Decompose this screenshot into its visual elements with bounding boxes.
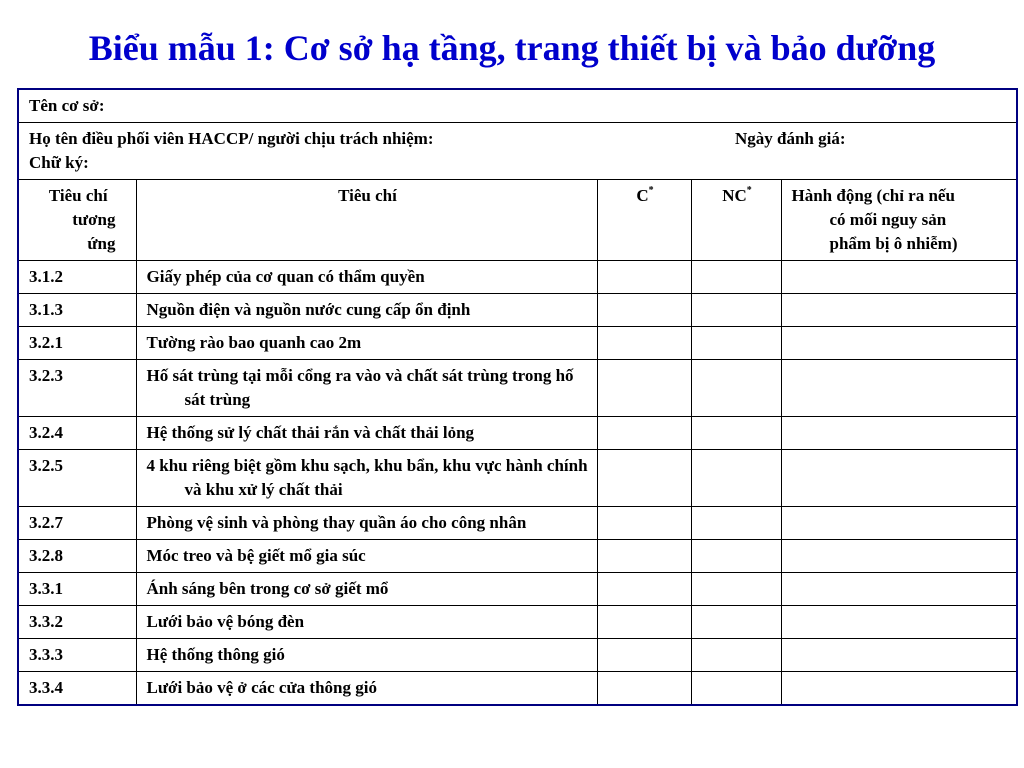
row-ref: 3.2.7 <box>18 507 136 540</box>
header-ref <box>18 180 136 261</box>
row-c-cell[interactable] <box>597 573 691 606</box>
row-action-cell[interactable] <box>781 261 1017 294</box>
row-nc-cell[interactable] <box>691 507 781 540</box>
row-criterion: 4 khu riêng biệt gồm khu sạch, khu bẩn, khu vực hành chính và khu xử lý chất thải <box>136 450 597 507</box>
row-criterion: Hố sát trùng tại mỗi cổng ra vào và chất sát trùng trong hố sát trùng <box>136 360 597 417</box>
row-criterion: Nguồn điện và nguồn nước cung cấp ổn định <box>136 294 597 327</box>
table-row <box>18 294 1017 327</box>
row-criterion: Hệ thống sử lý chất thải rắn và chất thải lỏng <box>136 417 597 450</box>
row-nc-cell[interactable] <box>691 540 781 573</box>
facility-name-row <box>18 89 1017 123</box>
row-action-cell[interactable] <box>781 450 1017 507</box>
row-action-cell[interactable] <box>781 507 1017 540</box>
header-criterion: Tiêu chí <box>136 180 597 261</box>
row-c-cell[interactable] <box>597 507 691 540</box>
row-criterion: Móc treo và bệ giết mổ gia súc <box>136 540 597 573</box>
row-nc-cell[interactable] <box>691 573 781 606</box>
row-c-cell[interactable] <box>597 540 691 573</box>
row-ref: 3.3.1 <box>18 573 136 606</box>
table-row <box>18 360 1017 417</box>
header-ref-line1: Tiêu chí <box>48 186 108 205</box>
facility-name-label: Tên cơ sở: <box>29 96 105 115</box>
row-ref: 3.1.3 <box>18 294 136 327</box>
row-nc-cell[interactable] <box>691 639 781 672</box>
row-c-cell[interactable] <box>597 606 691 639</box>
page-title: Biểu mẫu 1: Cơ sở hạ tầng, trang thiết bị và bảo dưỡng <box>88 28 936 68</box>
row-nc-cell[interactable] <box>691 261 781 294</box>
row-ref: 3.1.2 <box>18 261 136 294</box>
header-action-line1: Hành động (chỉ ra nếu <box>791 186 955 205</box>
row-ref: 3.2.8 <box>18 540 136 573</box>
coordinator-field[interactable] <box>18 123 1017 180</box>
row-criterion: Lưới bảo vệ bóng đèn <box>136 606 597 639</box>
facility-name-field[interactable] <box>18 89 1017 123</box>
assessment-form-table <box>17 88 1018 706</box>
table-row <box>18 450 1017 507</box>
row-action-cell[interactable] <box>781 606 1017 639</box>
row-c-cell[interactable] <box>597 639 691 672</box>
table-row <box>18 261 1017 294</box>
header-ref-line2: tương <box>72 210 116 229</box>
header-c-label: C <box>636 186 649 205</box>
row-action-cell[interactable] <box>781 573 1017 606</box>
row-ref: 3.2.1 <box>18 327 136 360</box>
row-c-cell[interactable] <box>597 360 691 417</box>
row-c-cell[interactable] <box>597 327 691 360</box>
header-c-asterisk: * <box>648 185 654 196</box>
row-criterion: Giấy phép của cơ quan có thẩm quyền <box>136 261 597 294</box>
row-ref: 3.2.3 <box>18 360 136 417</box>
row-criterion: Phòng vệ sinh và phòng thay quần áo cho công nhân <box>136 507 597 540</box>
table-row <box>18 327 1017 360</box>
row-ref: 3.2.4 <box>18 417 136 450</box>
table-row <box>18 507 1017 540</box>
header-ref-line3: ứng <box>87 234 116 253</box>
row-c-cell[interactable] <box>597 294 691 327</box>
row-nc-cell[interactable] <box>691 606 781 639</box>
row-action-cell[interactable] <box>781 417 1017 450</box>
row-nc-cell[interactable] <box>691 672 781 706</box>
row-nc-cell[interactable] <box>691 450 781 507</box>
row-criterion: Ánh sáng bên trong cơ sở giết mổ <box>136 573 597 606</box>
row-action-cell[interactable] <box>781 294 1017 327</box>
row-criterion: Lưới bảo vệ ở các cửa thông gió <box>136 672 597 706</box>
coordinator-label: Họ tên điều phối viên HACCP/ người chịu trách nhiệm: <box>29 129 434 148</box>
header-action-line2: có mối nguy sản <box>829 210 947 229</box>
signature-label: Chữ ký: <box>29 153 89 172</box>
row-criterion: Tường rào bao quanh cao 2m <box>136 327 597 360</box>
row-ref: 3.3.3 <box>18 639 136 672</box>
table-row <box>18 417 1017 450</box>
header-action-line3: phẩm bị ô nhiễm) <box>829 234 958 253</box>
table-row <box>18 672 1017 706</box>
row-action-cell[interactable] <box>781 360 1017 417</box>
header-nc <box>691 180 781 261</box>
row-nc-cell[interactable] <box>691 327 781 360</box>
coordinator-row <box>18 123 1017 180</box>
row-c-cell[interactable] <box>597 261 691 294</box>
row-nc-cell[interactable] <box>691 294 781 327</box>
assessment-date-label: Ngày đánh giá: <box>735 129 846 148</box>
row-c-cell[interactable] <box>597 417 691 450</box>
table-row <box>18 639 1017 672</box>
row-action-cell[interactable] <box>781 672 1017 706</box>
row-nc-cell[interactable] <box>691 417 781 450</box>
row-action-cell[interactable] <box>781 540 1017 573</box>
row-action-cell[interactable] <box>781 639 1017 672</box>
row-criterion: Hệ thống thông gió <box>136 639 597 672</box>
header-row <box>18 180 1017 261</box>
row-action-cell[interactable] <box>781 327 1017 360</box>
header-c <box>597 180 691 261</box>
header-nc-asterisk: * <box>746 185 752 196</box>
table-row <box>18 540 1017 573</box>
row-ref: 3.3.2 <box>18 606 136 639</box>
row-c-cell[interactable] <box>597 450 691 507</box>
row-c-cell[interactable] <box>597 672 691 706</box>
row-ref: 3.2.5 <box>18 450 136 507</box>
table-row <box>18 573 1017 606</box>
header-nc-label: NC <box>722 186 747 205</box>
row-ref: 3.3.4 <box>18 672 136 706</box>
table-row <box>18 606 1017 639</box>
header-action <box>781 180 1017 261</box>
row-nc-cell[interactable] <box>691 360 781 417</box>
